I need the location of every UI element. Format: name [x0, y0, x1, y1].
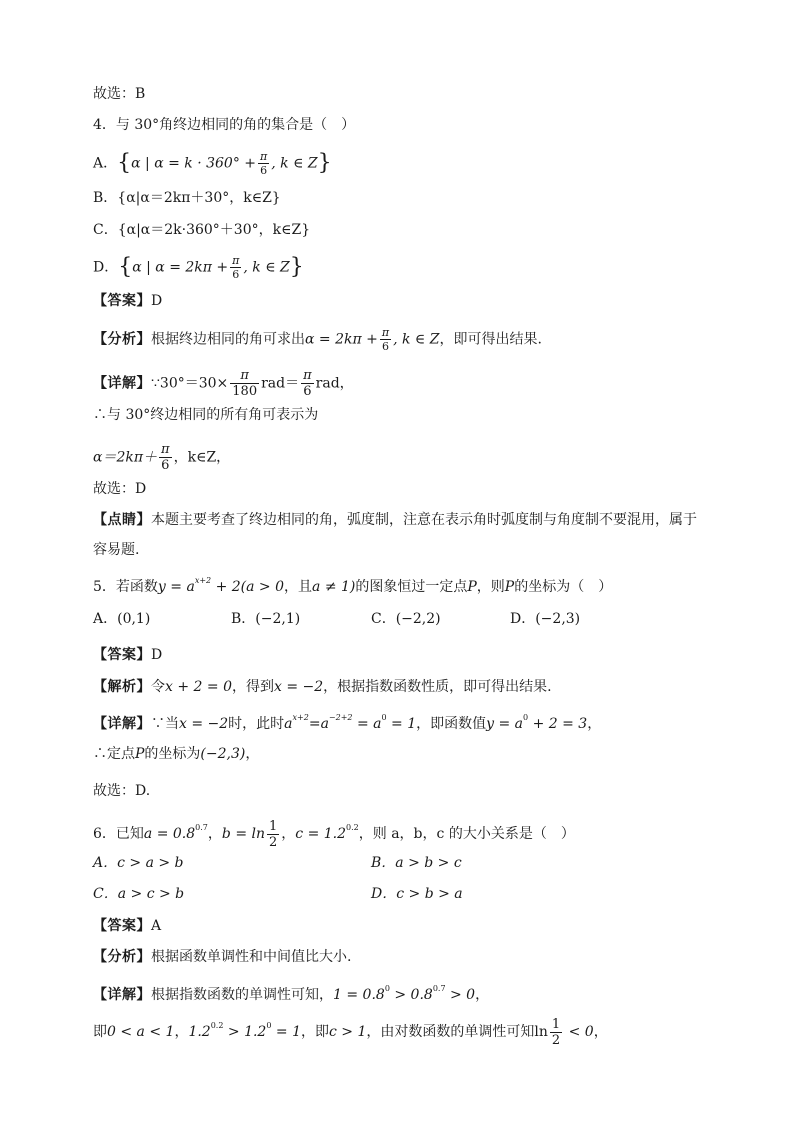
q3-answer-line: 故选：B [93, 86, 146, 102]
q5-option-d: D．(−2,3) [510, 611, 581, 627]
q6-stem: 6．已知$a = 0.8^{0.7}$，b = ln $\frac{1}{2}$ ，$c = 1.2^{0.2}$，则 a，b，c 的大小关系是（ ） [93, 818, 575, 850]
q4-option-d: D．{α | α = 2kπ + $\frac{\pi}{6}$ , k ∈ Z} [93, 254, 304, 281]
q5-detail: 【详解】∵当x = −2时，此时$a^{x+2}=a^{-2+2} = a^0 = 1$，即函数值$y = a^0 + 2 = 3$， [93, 713, 602, 732]
q6-option-d: D．c > b > a [371, 886, 463, 902]
q5-options [93, 609, 714, 629]
q5-option-a: A．(0,1) [93, 611, 151, 627]
q6-answer: 【答案】A [93, 918, 162, 934]
q4-stem: 4．与 30°角终边相同的角的集合是（ ） [93, 117, 356, 133]
q5-option-b: B．(−2,1) [231, 611, 301, 627]
q4-answer: 【答案】D [93, 293, 163, 309]
q6-option-a: A．c > a > b [93, 855, 184, 871]
q4-analysis: 【分析】根据终边相同的角可求出α = 2kπ + $\frac{\pi}{6}$ , k ∈ Z，即可得出结果. [93, 326, 542, 353]
q4-option-c: C．{α|α＝2k·360°＋30°，k∈Z} [93, 222, 311, 238]
q6-analysis: 【分析】根据函数单调性和中间值比大小. [93, 949, 352, 965]
q5-analysis: 【解析】令x + 2 = 0，得到x = −2，根据指数函数性质，即可得出结果. [93, 679, 552, 695]
q6-options-row1 [93, 853, 714, 873]
q4-detail-line2: ∴与 30°终边相同的所有角可表示为 [93, 407, 319, 423]
q4-option-b: B．{α|α＝2kπ＋30°，k∈Z} [93, 190, 281, 206]
q6-option-b: B．a > b > c [371, 855, 462, 871]
q4-detail: 【详解】∵30°＝30× $\frac{\pi}{180}$ rad＝ $\frac{\pi}{6}$ rad， [93, 368, 354, 399]
q4-detail-conclusion: 故选：D [93, 481, 147, 497]
q6-detail: 【详解】根据指数函数的单调性可知，$1 = 0.8^0 > 0.8^{0.7} > 0$， [93, 984, 490, 1003]
q6-options-row2 [93, 884, 714, 904]
q4-comment-line2: 容易题. [93, 542, 140, 558]
q5-detail-conclusion: 故选：D. [93, 783, 151, 799]
q5-option-c: C．(−2,2) [371, 611, 441, 627]
q4-detail-line3: α＝2kπ＋ $\frac{\pi}{6}$ ，k∈Z， [93, 442, 231, 473]
q6-detail-line2: 即0 < a < 1，$1.2^{0.2} > 1.2^0 = 1$，即c > 1，由对数函数的单调性可知ln $\frac{1}{2}$ < 0， [93, 1016, 608, 1048]
q6-option-c: C．a > c > b [93, 886, 185, 902]
q4-comment: 【点睛】本题主要考查了终边相同的角，弧度制，注意在表示角时弧度制与角度制不要混用，属于 [93, 512, 697, 528]
q5-detail-line2: ∴定点P的坐标为(−2,3)， [93, 746, 260, 762]
q5-answer: 【答案】D [93, 647, 163, 663]
q4-option-a: A．{α | α = k · 360° + $\frac{\pi}{6}$ , k ∈ Z} [93, 150, 332, 177]
q5-stem: 5．若函数$y = a^{x+2} + 2(a > 0$，且a ≠ 1)的图象恒过一定点P，则P的坐标为（ ） [93, 576, 613, 595]
